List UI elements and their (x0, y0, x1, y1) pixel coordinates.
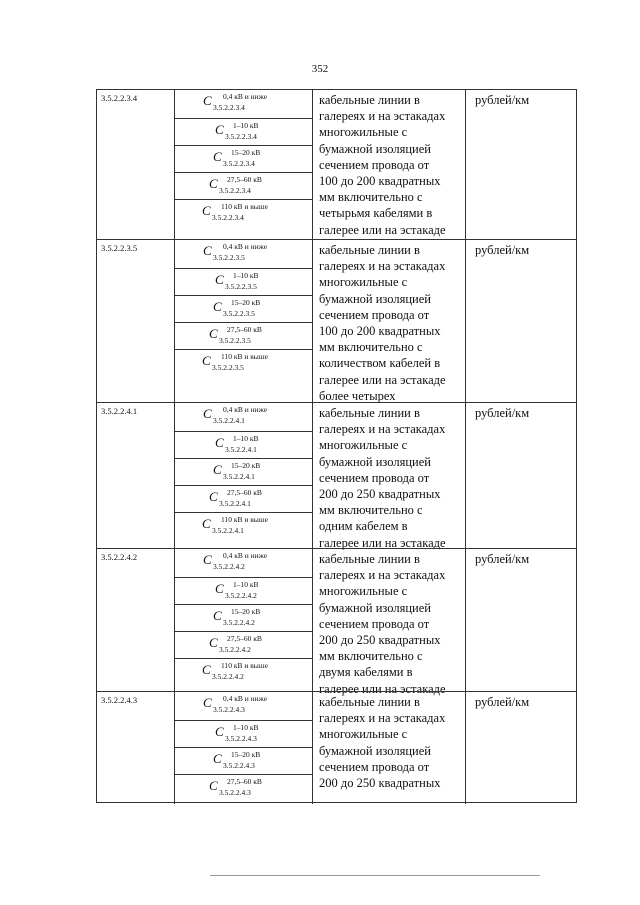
description-line: галереях и на эстакадах (319, 568, 446, 583)
description-line: бумажной изоляцией (319, 454, 431, 469)
index-column (175, 549, 313, 691)
description-line: одним кабелем в (319, 519, 408, 534)
index-symbol: C (215, 724, 224, 739)
index-column (175, 90, 313, 239)
unit-cell: рублей/км (475, 406, 530, 420)
index-symbol: C (213, 462, 222, 477)
row-code: 3.5.2.2.4.1 (97, 403, 175, 548)
row-code: 3.5.2.2.3.4 (97, 90, 175, 239)
voltage-level: 110 кВ и выше (221, 515, 268, 524)
index-column (175, 692, 313, 804)
voltage-level: 1–10 кВ (233, 121, 259, 130)
voltage-level: 1–10 кВ (233, 271, 259, 280)
index-cell (175, 403, 312, 432)
voltage-level: 27,5–60 кВ (227, 488, 262, 497)
index-symbol: C (215, 272, 224, 287)
index-cell (175, 296, 312, 323)
unit-cell: рублей/км (475, 552, 530, 566)
index-symbol: C (213, 149, 222, 164)
index-subscript: 3.5.2.2.4.2 (219, 645, 251, 654)
voltage-level: 0,4 кВ и ниже (223, 242, 268, 251)
description-line: мм включительно с (319, 649, 423, 664)
index-subscript: 3.5.2.2.4.2 (225, 591, 257, 600)
description-line: 100 до 200 квадратных (319, 174, 441, 189)
voltage-level: 110 кВ и выше (221, 202, 268, 211)
index-symbol: C (203, 406, 212, 421)
table-row (97, 548, 576, 696)
description-line: мм включительно с (319, 503, 423, 518)
description-line: кабельные линии в (319, 695, 420, 709)
index-subscript: 3.5.2.2.4.3 (219, 788, 251, 797)
index-cell (175, 173, 312, 200)
index-subscript: 3.5.2.2.4.3 (225, 734, 257, 743)
index-subscript: 3.5.2.2.4.3 (213, 705, 245, 714)
description-line: галереях и на эстакадах (319, 422, 446, 437)
unit-cell: рублей/км (475, 93, 530, 107)
index-cell (175, 605, 312, 632)
index-column (175, 403, 313, 548)
index-symbol: C (203, 243, 212, 258)
index-subscript: 3.5.2.2.4.1 (219, 499, 251, 508)
description-line: многожильные с (319, 584, 408, 599)
description-line: кабельные линии в (319, 552, 420, 566)
index-subscript: 3.5.2.2.3.4 (212, 213, 244, 222)
index-cell (175, 459, 312, 486)
unit-cell: рублей/км (475, 695, 530, 709)
description-line: кабельные линии в (319, 93, 420, 107)
description-cell (313, 403, 466, 548)
index-symbol: C (215, 435, 224, 450)
voltage-level: 0,4 кВ и ниже (223, 92, 268, 101)
index-subscript: 3.5.2.2.3.4 (213, 103, 245, 112)
description-cell (313, 692, 466, 804)
voltage-level: 0,4 кВ и ниже (223, 551, 268, 560)
index-symbol: C (215, 122, 224, 137)
voltage-level: 15–20 кВ (231, 607, 261, 616)
voltage-level: 0,4 кВ и ниже (223, 405, 268, 414)
index-subscript: 3.5.2.2.4.2 (212, 672, 244, 681)
index-cell (175, 659, 312, 692)
description-line: 200 до 250 квадратных (319, 487, 441, 502)
description-line: мм включительно с (319, 340, 423, 355)
index-symbol: C (202, 662, 211, 677)
index-symbol: C (209, 778, 218, 793)
description-line: 100 до 200 квадратных (319, 324, 441, 339)
description-line: двумя кабелями в (319, 665, 413, 680)
index-cell (175, 775, 312, 805)
description-line: 200 до 250 квадратных (319, 776, 441, 791)
index-symbol: C (202, 516, 211, 531)
index-subscript: 3.5.2.2.4.3 (223, 761, 255, 770)
tariff-table (96, 89, 577, 803)
voltage-level: 0,4 кВ и ниже (223, 694, 268, 703)
footer-rule (210, 875, 540, 876)
index-subscript: 3.5.2.2.3.5 (225, 282, 257, 291)
unit-cell: рублей/км (475, 243, 530, 257)
index-subscript: 3.5.2.2.3.4 (225, 132, 257, 141)
index-subscript: 3.5.2.2.4.1 (212, 526, 244, 535)
index-subscript: 3.5.2.2.4.1 (223, 472, 255, 481)
index-cell (175, 486, 312, 513)
description-line: более четырех (319, 388, 396, 403)
table-row (97, 90, 576, 239)
voltage-level: 15–20 кВ (231, 148, 261, 157)
voltage-level: 1–10 кВ (233, 580, 259, 589)
index-symbol: C (213, 299, 222, 314)
description-line: сечением провода от (319, 157, 430, 172)
description-line: галереях и на эстакадах (319, 109, 446, 124)
index-cell (175, 90, 312, 119)
index-subscript: 3.5.2.2.4.2 (223, 618, 255, 627)
index-symbol: C (213, 751, 222, 766)
index-symbol: C (202, 353, 211, 368)
index-symbol: C (202, 203, 211, 218)
index-symbol: C (209, 635, 218, 650)
index-symbol: C (215, 581, 224, 596)
description-line: бумажной изоляцией (319, 291, 431, 306)
voltage-level: 15–20 кВ (231, 461, 261, 470)
row-code: 3.5.2.2.4.3 (97, 692, 175, 804)
voltage-level: 15–20 кВ (231, 750, 261, 759)
index-symbol: C (203, 695, 212, 710)
index-cell (175, 350, 312, 403)
row-code: 3.5.2.2.3.5 (97, 240, 175, 402)
description-line: бумажной изоляцией (319, 743, 431, 758)
description-line: количеством кабелей в (319, 356, 441, 371)
description-line: галерее или на эстакаде (319, 535, 446, 550)
index-cell (175, 578, 312, 605)
index-subscript: 3.5.2.2.4.1 (225, 445, 257, 454)
index-symbol: C (209, 176, 218, 191)
index-cell (175, 432, 312, 459)
voltage-level: 110 кВ и выше (221, 661, 268, 670)
page-number: 352 (311, 63, 329, 75)
description-line: многожильные с (319, 125, 408, 140)
description-cell (313, 240, 466, 402)
description-line: бумажной изоляцией (319, 141, 431, 156)
description-line: сечением провода от (319, 759, 430, 774)
index-cell (175, 200, 312, 239)
description-line: галерее или на эстакаде (319, 372, 446, 387)
description-line: галерее или на эстакаде (319, 222, 446, 237)
index-symbol: C (209, 326, 218, 341)
description-line: кабельные линии в (319, 243, 420, 257)
description-line: сечением провода от (319, 616, 430, 631)
index-subscript: 3.5.2.2.3.5 (212, 363, 244, 372)
index-cell (175, 513, 312, 549)
description-line: мм включительно с (319, 190, 423, 205)
index-cell (175, 721, 312, 748)
index-cell (175, 146, 312, 173)
description-line: сечением провода от (319, 307, 430, 322)
index-symbol: C (209, 489, 218, 504)
description-line: галереях и на эстакадах (319, 259, 446, 274)
index-column (175, 240, 313, 402)
index-subscript: 3.5.2.2.4.1 (213, 416, 245, 425)
voltage-level: 27,5–60 кВ (227, 777, 262, 786)
description-line: галерее или на эстакаде (319, 681, 446, 696)
index-subscript: 3.5.2.2.4.2 (213, 562, 245, 571)
index-cell (175, 269, 312, 296)
index-cell (175, 549, 312, 578)
description-line: бумажной изоляцией (319, 600, 431, 615)
index-cell (175, 692, 312, 721)
index-subscript: 3.5.2.2.3.5 (219, 336, 251, 345)
index-cell (175, 323, 312, 350)
voltage-level: 1–10 кВ (233, 434, 259, 443)
table-row (97, 239, 576, 402)
description-line: галереях и на эстакадах (319, 711, 446, 726)
index-cell (175, 632, 312, 659)
description-line: четырьмя кабелями в (319, 206, 433, 221)
index-subscript: 3.5.2.2.3.4 (219, 186, 251, 195)
voltage-level: 27,5–60 кВ (227, 175, 262, 184)
index-cell (175, 748, 312, 775)
index-symbol: C (203, 552, 212, 567)
description-cell (313, 549, 466, 696)
description-line: многожильные с (319, 275, 408, 290)
description-line: 200 до 250 квадратных (319, 633, 441, 648)
description-line: многожильные с (319, 438, 408, 453)
index-symbol: C (213, 608, 222, 623)
description-cell (313, 90, 466, 239)
description-line: сечением провода от (319, 470, 430, 485)
index-subscript: 3.5.2.2.3.4 (223, 159, 255, 168)
row-code: 3.5.2.2.4.2 (97, 549, 175, 691)
voltage-level: 15–20 кВ (231, 298, 261, 307)
voltage-level: 110 кВ и выше (221, 352, 268, 361)
index-subscript: 3.5.2.2.3.5 (223, 309, 255, 318)
voltage-level: 1–10 кВ (233, 723, 259, 732)
table-row (97, 402, 576, 548)
table-row (97, 691, 576, 804)
index-subscript: 3.5.2.2.3.5 (213, 253, 245, 262)
index-cell (175, 240, 312, 269)
description-line: кабельные линии в (319, 406, 420, 420)
voltage-level: 27,5–60 кВ (227, 325, 262, 334)
index-cell (175, 119, 312, 146)
index-symbol: C (203, 93, 212, 108)
description-line: многожильные с (319, 727, 408, 742)
voltage-level: 27,5–60 кВ (227, 634, 262, 643)
